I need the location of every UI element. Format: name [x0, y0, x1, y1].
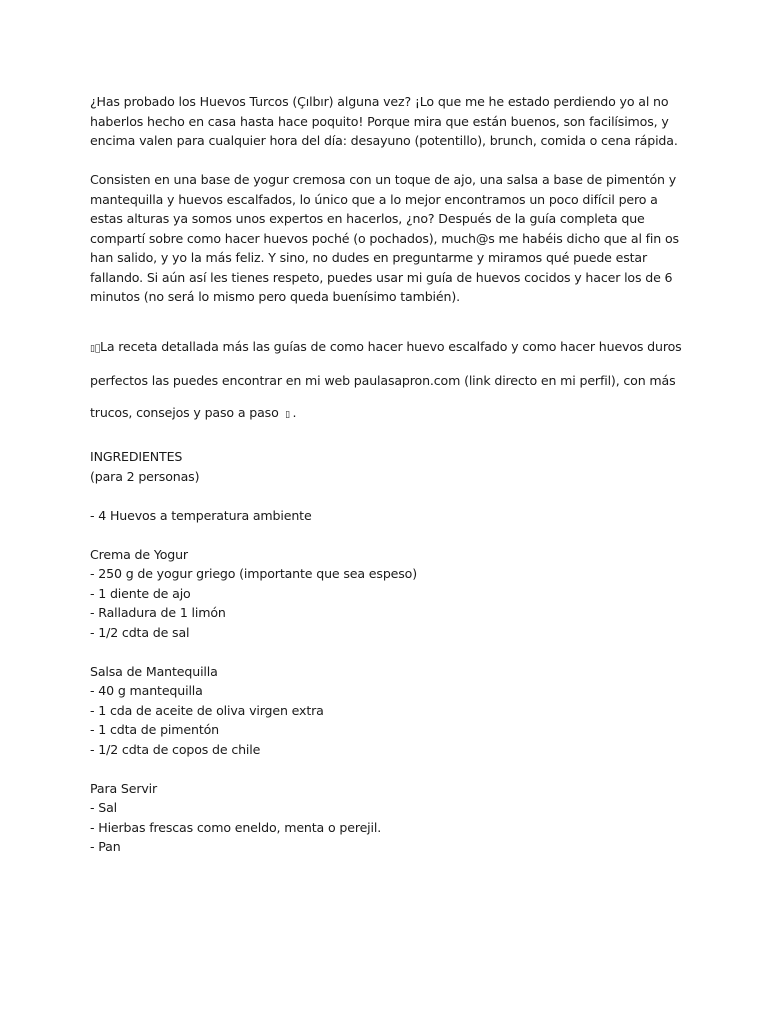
spacer	[90, 759, 690, 779]
ingredient-item: - 1 cdta de pimentón	[90, 722, 220, 737]
promo-block	[90, 337, 690, 426]
promo-line-2: perfectos las puedes encontrar en mi web paulasapron.com (link directo en mi perfil), con más	[90, 373, 676, 388]
document-page	[90, 92, 690, 857]
ingredients-servings: (para 2 personas)	[90, 468, 200, 484]
promo-text-3: trucos, consejos y paso a paso	[90, 404, 279, 420]
ingredient-item: - 1/2 cdta de sal	[90, 624, 190, 640]
ingredient-item: - Ralladura de 1 limón	[90, 605, 226, 620]
promo-text-1: La receta detallada más las guías de como hacer huevo escalfado y como hacer huevos duros	[100, 338, 682, 354]
intro-paragraph-1: ¿Has probado los Huevos Turcos (Çılbır) alguna vez? ¡Lo que me he estado perdiendo yo al no haberlos hecho en casa hasta hace poquito! Porque mira que están buenos, son facilísimos, y encima valen para cualquier hora del día: desayuno (potentillo), brunch, comida o cena rápida.	[90, 94, 678, 148]
spacer	[90, 307, 690, 337]
keycap-emoji-icon: ▯⃣	[90, 343, 101, 354]
section-title-servir: Para Servir	[90, 780, 158, 796]
spacer	[90, 525, 690, 545]
ingredient-item: - Hierbas frescas como eneldo, menta o perejil.	[90, 819, 382, 835]
ingredient-item: - Pan	[90, 839, 121, 854]
emoji-icon: ▯	[285, 409, 290, 420]
ingredient-item: - Sal	[90, 800, 118, 815]
promo-line-3	[90, 403, 690, 426]
ingredient-item: - 4 Huevos a temperatura ambiente	[90, 507, 312, 523]
promo-line-1	[90, 337, 690, 360]
ingredient-item: - 250 g de yogur griego (importante que sea espeso)	[90, 566, 417, 581]
ingredient-item: - 1/2 cdta de copos de chile	[90, 741, 261, 757]
ingredient-item: - 40 g mantequilla	[90, 683, 203, 698]
spacer	[90, 425, 690, 447]
ingredient-item: - 1 diente de ajo	[90, 585, 191, 601]
section-title-mantequilla: Salsa de Mantequilla	[90, 663, 218, 679]
spacer	[90, 642, 690, 662]
ingredients-heading: INGREDIENTES	[90, 449, 183, 464]
spacer	[90, 486, 690, 506]
ingredient-item: - 1 cda de aceite de oliva virgen extra	[90, 702, 324, 718]
spacer	[90, 151, 690, 171]
promo-period: .	[292, 404, 297, 420]
section-title-yogur: Crema de Yogur	[90, 546, 188, 562]
intro-paragraph-2: Consisten en una base de yogur cremosa con un toque de ajo, una salsa a base de pimentón y mantequilla y huevos escalfados, lo único que a lo mejor encontramos un poco difícil pero a estas alturas ya somos unos expertos en hacerlos, ¿no? Después de la guía completa que compartí sobre como hacer huevos poché (o pochados), much@s me habéis dicho que al fin os han salido, y yo la más feliz. Y sino, no dudes en preguntarme y miramos qué puede estar fallando. Si aún así les tienes respeto, puedes usar mi guía de huevos cocidos y hacer los de 6 minutos (no será lo mismo pero queda buenísimo también).	[90, 172, 679, 304]
